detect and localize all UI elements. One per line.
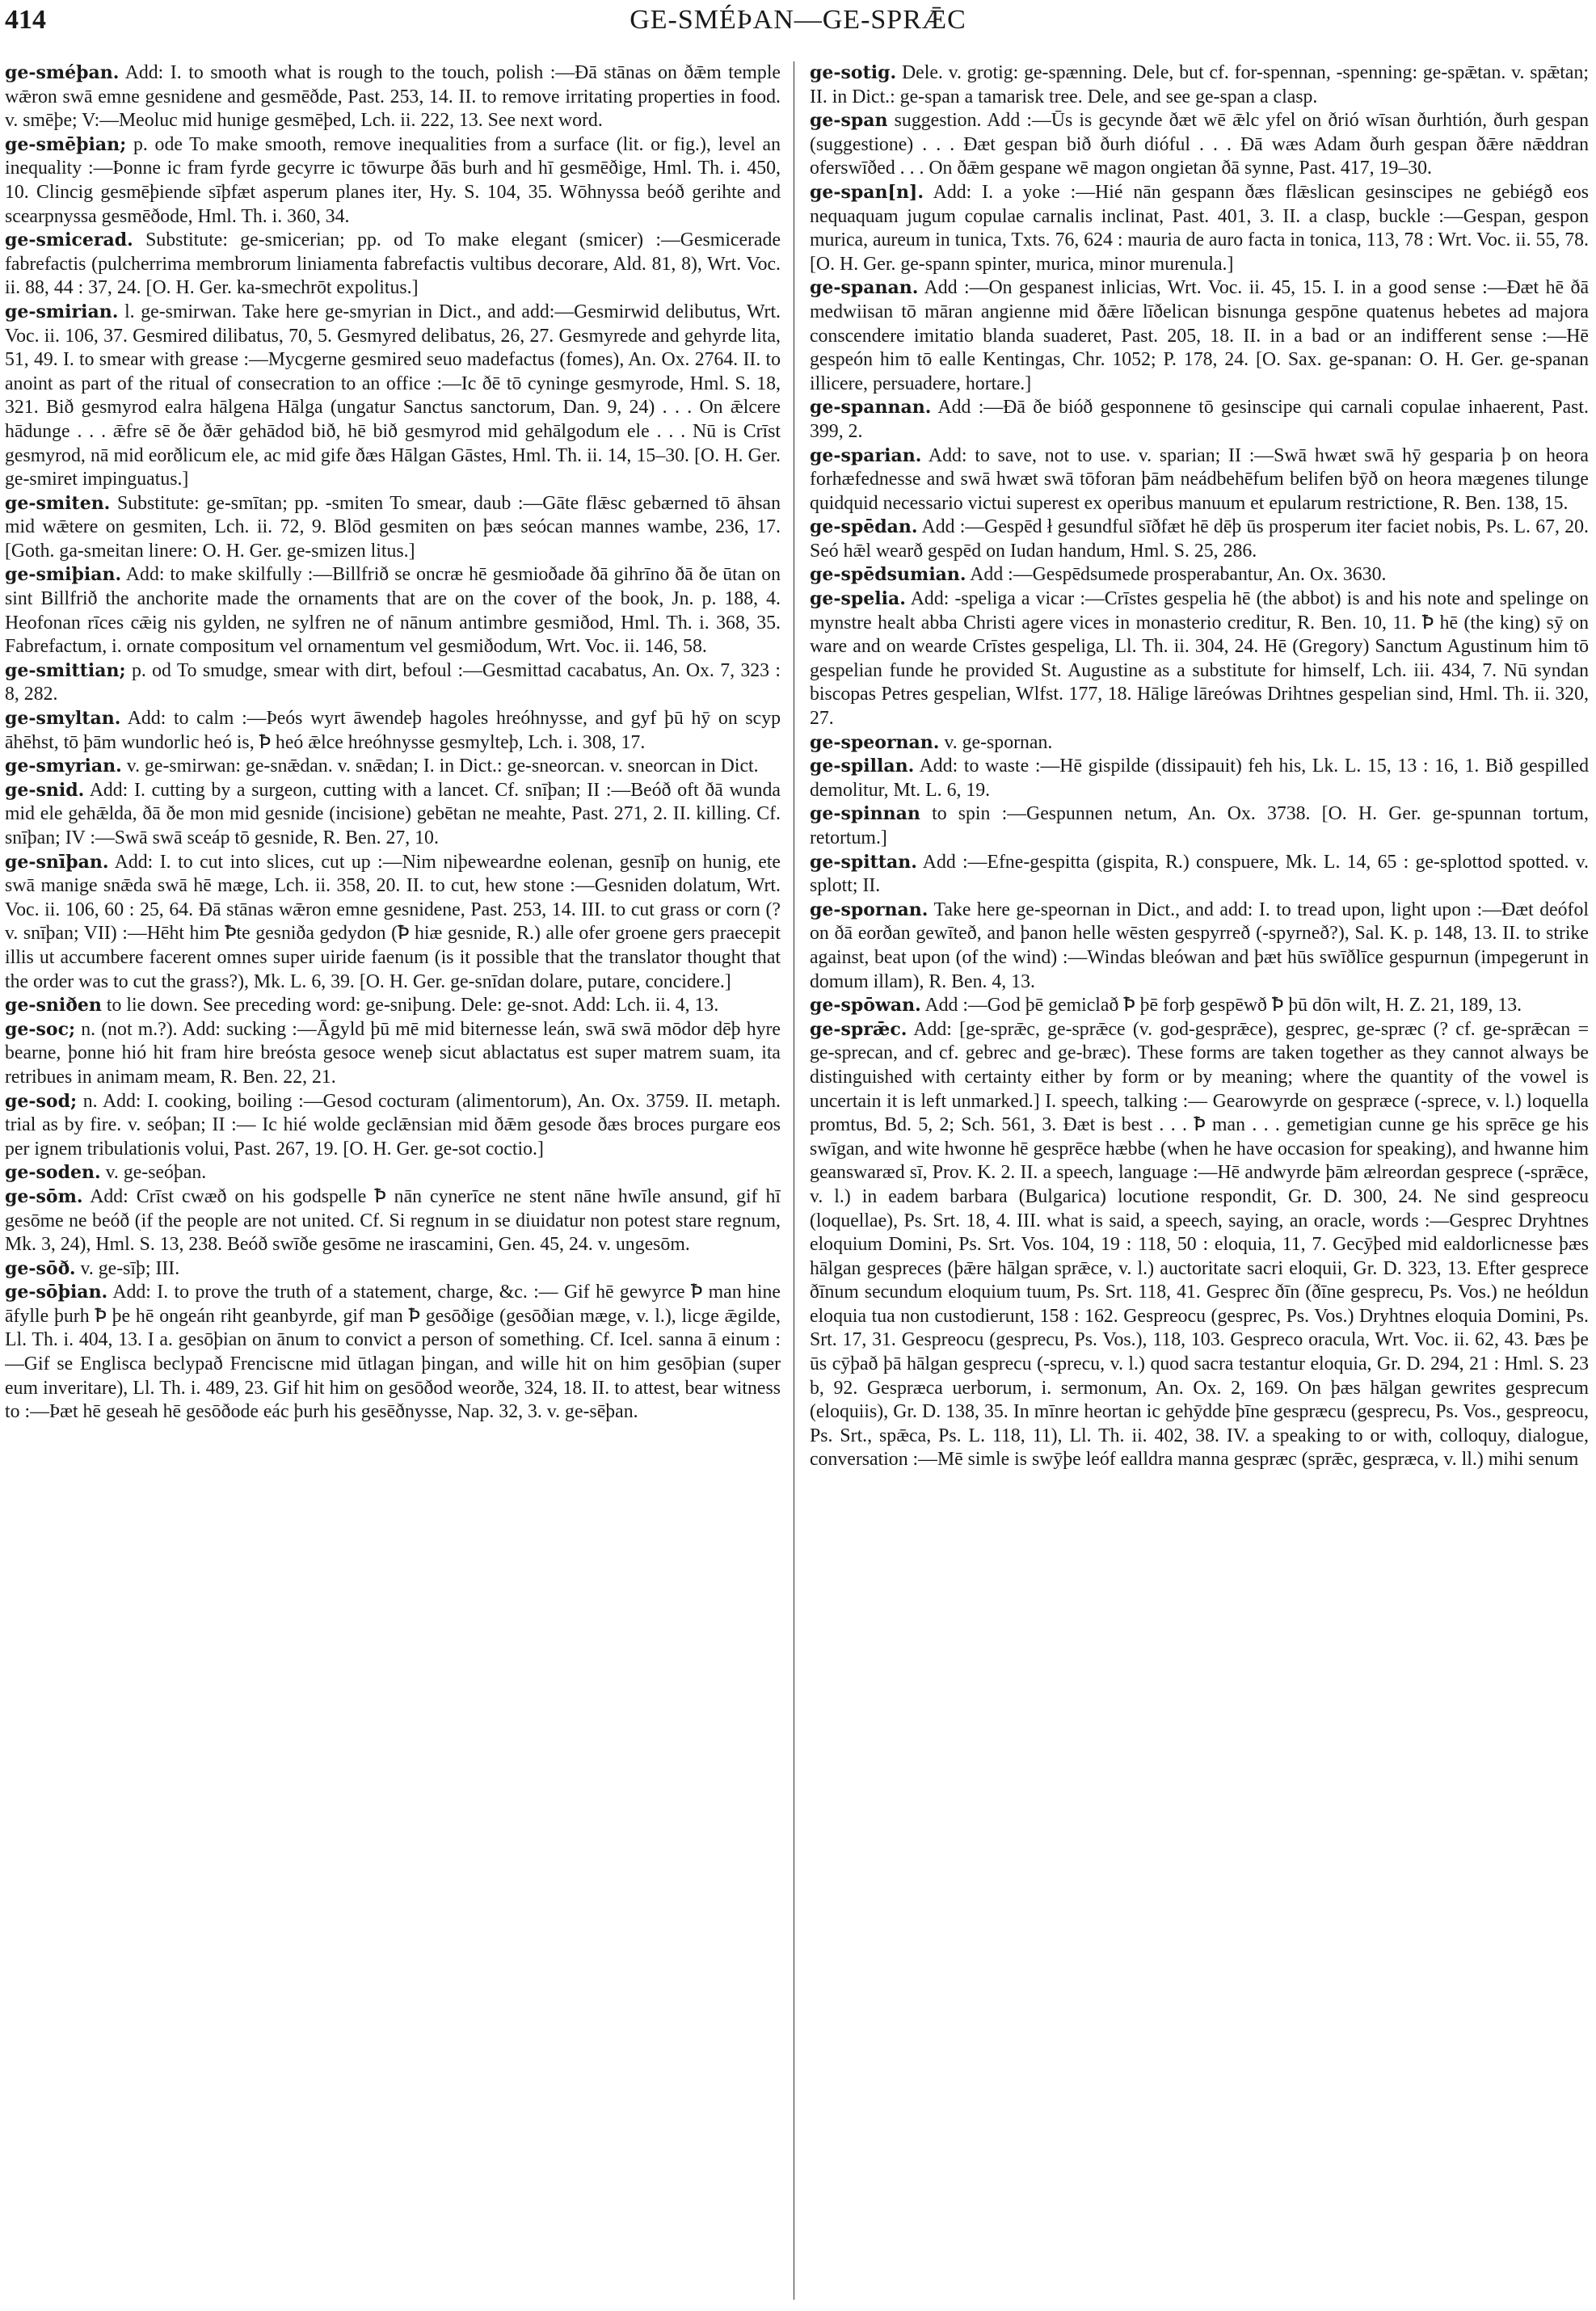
entry-text: Add :—Ðā ðe bióð gesponnene tō gesinscipe qui carnali copulae inhaerent, Past. 399, 2. xyxy=(810,397,1589,442)
dictionary-entry xyxy=(810,276,1589,396)
entry-headword: ge-spannan. xyxy=(810,397,932,419)
entry-text: Add :—On gespanest inlicias, Wrt. Voc. ii. 45, 15. I. in a good sense :—Ðæt hē ðā medwiisan tō māran angienne mid ðǣre līðelican bisnunga gespōne quatenus hebetes ad majora conscendere imitatio blanda suaderet, Past. 205, 18. II. in a bad or an indifferent sense :—Hē gespeón him tō ealle Kentingas, Chr. 1052; P. 178, 24. [O. Sax. ge-spanan: O. H. Ger. ge-spanan illicere, persuadere, hortare.] xyxy=(810,277,1589,394)
entry-text: v. ge-sīþ; III. xyxy=(80,1257,180,1279)
dictionary-entry xyxy=(5,779,781,851)
dictionary-entry xyxy=(810,755,1589,802)
dictionary-entry xyxy=(5,61,781,133)
dictionary-entry xyxy=(5,563,781,659)
entry-text: v. ge-spornan. xyxy=(944,731,1053,753)
entry-headword: ge-smittian; xyxy=(5,659,126,681)
dictionary-entry xyxy=(810,1018,1589,1472)
entry-headword: ge-snīþan. xyxy=(5,851,109,873)
entry-headword: ge-sotig. xyxy=(810,62,897,83)
entry-headword: ge-snid. xyxy=(5,779,85,801)
page-number: 414 xyxy=(5,5,46,35)
entry-text: Add: to waste :—Hē gispilde (dissipauit) feh his, Lk. L. 15, 13 : 16, 1. Bið gespilled demolitur, Mt. L. 6, 19. xyxy=(810,756,1589,801)
dictionary-entry xyxy=(810,587,1589,731)
dictionary-entry xyxy=(5,1090,781,1162)
dictionary-entry xyxy=(5,1185,781,1257)
dictionary-entry xyxy=(5,492,781,564)
entry-text: Add: Crīst cwæð on his godspelle Ꝥ nān cynerīce ne stent nāne hwīle ansund, gif hī gesōme ne beóð (if the people are not united. Cf. Si regnum in se diuidatur non potest stare regnum, Mk. 3, 24), Hml. S. 13, 238. Beóð swīðe gesōme ne irascamini, Gen. 45, 24. v. ungesōm. xyxy=(5,1185,781,1256)
entry-text: Add: to make skilfully :—Billfrið se oncræ hē gesmioðade ðā gihrīno ðā ðe ūtan on sint Billfrið the anchorite made the ornaments that are on the cover of the book, Jn. p. 188, 4. Heofonan rīces cǣig nis gylden, ne sylfren ne of nānum antimbre gesmiðod, Hml. Th. i. 368, 35. Fabrefactum, i. ornate compositum vel ornamentum vel gesmiðodum, Wrt. Voc. ii. 146, 58. xyxy=(5,564,781,658)
dictionary-entry xyxy=(5,301,781,492)
entry-text: Add :—God þē gemiclað Ꝥ þē forþ gespēwð Ꝥ þū dōn wilt, H. Z. 21, 189, 13. xyxy=(924,995,1522,1017)
dictionary-entry xyxy=(5,851,781,995)
entry-headword: ge-span[n]. xyxy=(810,181,924,203)
entry-text: Take here ge-speornan in Dict., and add: I. to tread upon, light upon :—Ðæt deófol on ðā eorðan gewīteð, and þanon helle wēsten gespyrreð (-spyrneð?), Sal. K. p. 148, 13. II. to strike against, beat upon (of the wind) :—Windas bleówan and þæt hūs swīðlīce gespurnun (impegerunt in domum illam), R. Ben. 4, 13. xyxy=(810,899,1589,992)
dictionary-entry xyxy=(810,731,1589,756)
dictionary-entry xyxy=(810,444,1589,516)
entry-text: Add: [ge-sprǣc, ge-sprǣce (v. god-gesprǣce), gesprec, ge-spræc (? cf. ge-sprǣcan = ge-sprecan, and cf. gebrec and ge-bræc). These forms are taken together as they cannot always be distinguished with certainty either by form or by meaning; where the quantity of the vowel is uncertain it is left unmarked.] I. speech, talking :— Gearowyrde on gespræce (-sprece, v. l.) loquella promtus, Bd. 5, 2; Sch. 561, 3. Ðæt is best . . . Ꝥ man . . . gemetigian cunne ge his sprēce ge his swīgan, and wite hwonne hē gesprēce hæbbe (when he have occasion for speaking), and hwanne him geanswaræd sī, Prov. K. 2. II. a speech, language :—Hē andwyrde þām ælreordan gesprece (-sprǣce, v. l.) in eadem barbara (Bulgarica) locutione respondit, Gr. D. 300, 24. Ne sind gespreocu (loquellae), Ps. Srt. 18, 4. III. what is said, a speech, saying, an oracle, words :—Gesprec Dryhtnes eloquium Domini, Ps. Srt. Vos. 104, 19 : 118, 50 : eloquia, 11, 7. Gecȳþed mid ealdorlicnesse þæs hālgan gespreces (þǣre hālgan sprǣce, v. l.) auctoritate sacri eloquii, Gr. D. 323, 13. Efter gesprece ðīnum secundum eloquium tuum, Ps. Srt. 118, 41. Gesprec ðīn (ðīne gesprecu, Ps. Vos.) ne heóldun eloquia tua non custodierunt, 158 : 162. Gespreocu (gesprec, Ps. Vos.) Dryhtnes eloquia Domini, Ps. Srt. 17, 31. Gespreocu (gesprecu, Ps. Vos.), 118, 103. Gespreco oracula, Wrt. Voc. ii. 62, 43. Þæs þe ūs cȳþað þā hālgan gesprecu (-sprecu, v. l.) quod sacra testantur eloquia, Gr. D. 294, 21 : Hml. S. 23 b, 92. Gespræca uerborum, i. sermonum, An. Ox. 2, 169. On þæs hālgan gewrites gesprecum (eloquiis), Gr. D. 138, 35. In mīnre heortan ic gehȳdde þīne gespræcu (gesprecu, Ps. Vos., gespreocu, Ps. Srt., spǣca, Ps. L. 118, 11), Ll. Th. ii. 402, 38. IV. a speaking to or with, colloquy, dialogue, conversation :—Mē simle is swȳþe leóf ealldra manna gespræc (sprǣc, gespræca, v. ll.) mihi senum xyxy=(810,1018,1589,1471)
entry-headword: ge-soc; xyxy=(5,1018,76,1040)
entry-text: n. Add: I. cooking, boiling :—Gesod cocturam (alimentorum), An. Ox. 3759. II. metaph. trial as by fire. v. seóþan; II :— Ic hié wolde geclǣnsian mid ðǣm gesode ðæs broces purgare eos per ignem tribulationis volui, Past. 267, 19. [O. H. Ger. ge-sot coctio.] xyxy=(5,1090,781,1160)
entry-headword: ge-spēdsumian. xyxy=(810,564,966,586)
entry-text: l. ge-smirwan. Take here ge-smyrian in Dict., and add:—Gesmirwid delibutus, Wrt. Voc. ii. 106, 37. Gesmired dilibatus, 70, 5. Gesmyred delibatus, 26, 27. Gesmyrede and gehyrde lita, 51, 49. I. to smear with grease :—Mycgerne gesmired seuo madefactus (fomes), An. Ox. 2764. II. to anoint as part of the ritual of consecration to an office :—Ic ðē tō cyninge gesmyrode, Hml. S. 18, 321. Bið gesmyrod ealra hālgena Hālga (ungatur Sanctus sanctorum, Dan. 9, 24) . . . On ǣlcere hādunge . . . ǣfre sē ðe ðǣr gehādod bið, hē bið gesmyrod mid gehālgodum ele . . . Nū is Crīst gesmyrod, nā mid eorðlicum ele, ac mid gife ðæs Hālgan Gāstes, Hml. Th. ii. 14, 15–30. [O. H. Ger. ge-smiret impinguatus.] xyxy=(5,301,781,490)
entry-text: Add: I. cutting by a surgeon, cutting with a lancet. Cf. snīþan; II :—Beóð oft ðā wunda mid ele gehǣlda, ðā ðe mon mid gesnide (incisione) gebētan ne meahte, Past. 271, 2. II. killing. Cf. snīþan; IV :—Swā swā sceáp tō gesnide, R. Ben. 27, 10. xyxy=(5,779,781,848)
entry-headword: ge-sōð. xyxy=(5,1257,76,1279)
entry-headword: ge-smicerad. xyxy=(5,229,133,251)
entry-text: Add: -speliga a vicar :—Crīstes gespelia hē (the abbot) is and his note and spelinge on mynstre healt abba Christi agere vices in monasterio creditur, R. Ben. 10, 11. Ꝥ hē (the king) sȳ on ware and on wearde Crīstes gespeliga, Ll. Th. ii. 304, 24. Hē (Gregory) Sanctum Agustinum him tō gespelian funde he provided St. Augustine as a substitute for himself, Lch. iii. 434, 7. Nū syndan biscopas Petres gespelian, Wlfst. 177, 18. Hālige lāreówas Drihtnes gespelian sind, Hml. Th. ii. 320, 27. xyxy=(810,588,1589,730)
entry-headword: ge-smēþian; xyxy=(5,133,127,155)
entry-headword: ge-spinnan xyxy=(810,803,920,825)
entry-text: Add: to save, not to use. v. sparian; II :—Swā hwæt swā hȳ gesparia þ on heora forhæfednesse and swā hwæt swā tōforan þām neádbehēfum belifen bȳð on heora mægenes tilunge quidquid necessario victui superest ex operibus manuum et epularum restrictione, R. Ben. 138, 15. xyxy=(810,444,1589,514)
dictionary-entry xyxy=(5,1161,781,1185)
entry-headword: ge-spēdan. xyxy=(810,516,918,538)
entry-headword: ge-smiten. xyxy=(5,492,111,514)
entry-text: v. ge-smirwan: ge-snǣdan. v. snǣdan; I. in Dict.: ge-sneorcan. v. sneorcan in Dict. xyxy=(126,756,759,777)
dictionary-entry xyxy=(5,229,781,301)
entry-headword: ge-spornan. xyxy=(810,899,929,920)
entry-headword: ge-sméþan. xyxy=(5,62,120,83)
entry-headword: ge-smyrian. xyxy=(5,756,122,777)
entry-text: n. (not m.?). Add: sucking :—Āgyld þū mē mid biternesse leán, swā swā mōdor dēþ hyre bearne, þonne hió hit fram hire breósta gesoce weneþ sicut ablactatus est super matrem suam, ita retribues in animam meam, R. Ben. 22, 21. xyxy=(5,1018,781,1088)
entry-text: to spin :—Gespunnen netum, An. Ox. 3738. [O. H. Ger. ge-spunnan tortum, retortum.] xyxy=(810,803,1589,848)
dictionary-entry xyxy=(810,563,1589,587)
entry-text: Add :—Efne-gespitta (gispita, R.) conspuere, Mk. L. 14, 65 : ge-splottod spotted. v. splott; II. xyxy=(810,851,1589,897)
entry-text: Add :—Gespēdsumede prosperabantur, An. Ox. 3630. xyxy=(970,564,1387,586)
entry-text: Add: I. to cut into slices, cut up :—Nim niþeweardne eolenan, gesnīþ on hunig, ete swā manige snǣda swā hē mæge, Lch. ii. 358, 20. II. to cut, hew stone :—Gesniden dolatum, Wrt. Voc. ii. 106, 60 : 25, 64. Ðā stānas wǣron emne gesnidene, Past. 253, 14. III. to cut grass or corn (? v. snīþan; VII) :—Hēht him Ꝥte gesniða gedydon (Ꝥ hiæ gesnide, R.) alle ofer groene gers praecepit illis ut accumbere facerent omnes super uiride faenum (is it possible that the translator thought that the order was to cut the grass?), Mk. L. 6, 39. [O. H. Ger. ge-snīdan dolare, putare, concidere.] xyxy=(5,851,781,992)
right-column xyxy=(810,61,1589,2300)
dictionary-entry xyxy=(810,899,1589,994)
entry-text: Add :—Gespēd ł gesundful sīðfæt hē dēþ ūs prosperum iter faciet nobis, Ps. L. 67, 20. Seó hǣl wearð gespēd on Iudan handum, Hml. S. 25, 286. xyxy=(810,516,1589,562)
entry-text: p. od To smudge, smear with dirt, befoul :—Gesmittad cacabatus, An. Ox. 7, 323 : 8, 282. xyxy=(5,659,781,705)
entry-headword: ge-sod; xyxy=(5,1090,78,1112)
entry-headword: ge-spōwan. xyxy=(810,995,921,1017)
dictionary-entry xyxy=(5,1257,781,1282)
entry-text: Add: I. to smooth what is rough to the touch, polish :—Ðā stānas on ðǣm temple wǣron swā emne gesnidene and gesmēðde, Past. 253, 14. II. to remove irritating properties in food. v. smēþe; V:—Meoluc mid hunige gesmēþed, Lch. ii. 222, 13. See next word. xyxy=(5,62,781,132)
entry-text: p. ode To make smooth, remove inequalities from a surface (lit. or fig.), level an inequality :—Þonne ic fram fyrde gecyrre ic tōwurpe ðās burh and hī gesmēðige, Hml. Th. i. 450, 10. Clincig gesmēþiende sīþfæt asperum planes iter, Hy. S. 104, 35. Wōhnyssa beóð gerihte and scearpnyssa gesmēðode, Hml. Th. i. 360, 34. xyxy=(5,133,781,227)
entry-headword: ge-smirian. xyxy=(5,301,119,322)
entry-text: Dele. v. grotig: ge-spænning. Dele, but cf. for-spennan, -spenning: ge-spǣtan. v. spǣtan; II. in Dict.: ge-span a tamarisk tree. Dele, and see ge-span a clasp. xyxy=(810,62,1589,107)
dictionary-entry xyxy=(810,109,1589,181)
entry-text: Substitute: ge-smītan; pp. -smiten To smear, daub :—Gāte flǣsc gebærned tō āhsan mid wǣtere on gesmiten, Lch. ii. 72, 9. Blōd gesmiten on þæs seócan mannes wambe, 236, 17. [Goth. ga-smeitan linere: O. H. Ger. ge-smizen litus.] xyxy=(5,492,781,562)
dictionary-entry xyxy=(5,1281,781,1425)
entry-text: suggestion. Add :—Ūs is gecynde ðæt wē ǣlc yfel on ðrió wīsan ðurhtión, ðurh gespan (suggestione) . . . Ðæt gespan bið ðurh dióful . . . Ðā wæs Adam ðurh gespan ðǣre nǣddran oferswīðed . . . On ðǣm gespane wē magon ongietan ðā synne, Past. 417, 19–30. xyxy=(810,110,1589,179)
entry-headword: ge-smyltan. xyxy=(5,708,121,730)
entry-headword: ge-sprǣc. xyxy=(810,1018,907,1040)
dictionary-entry xyxy=(5,994,781,1018)
entry-headword: ge-speornan. xyxy=(810,731,940,753)
running-head: GE-SMÉÞAN—GE-SPRǢC xyxy=(630,5,966,35)
entry-headword: ge-spelia. xyxy=(810,588,906,610)
dictionary-entry xyxy=(5,755,781,779)
entry-headword: ge-spittan. xyxy=(810,851,917,873)
left-column xyxy=(5,61,781,2300)
entry-text: Add: to calm :—Þeós wyrt āwendeþ hagoles hreóhnysse, and gyf þū hȳ on scyp āhēhst, tō þām wundorlic heó is, Ꝥ heó ǣlce hreóhnysse gesmylteþ, Lch. i. 308, 17. xyxy=(5,708,781,753)
entry-text: v. ge-seóþan. xyxy=(105,1162,207,1184)
dictionary-entry xyxy=(810,516,1589,563)
entry-headword: ge-spillan. xyxy=(810,756,915,777)
dictionary-entry xyxy=(810,802,1589,850)
page-header xyxy=(0,0,1596,45)
dictionary-entry xyxy=(5,707,781,755)
entry-headword: ge-span xyxy=(810,110,888,132)
dictionary-entry xyxy=(810,851,1589,899)
entry-text: Substitute: ge-smicerian; pp. od To make elegant (smicer) :—Gesmicerade fabrefactis (pulcherrima membrorum liniamenta fabrefactis vultibus decorare, Ald. 81, 8), Wrt. Voc. ii. 88, 44 : 37, 24. [O. H. Ger. ka-smechrōt expolitus.] xyxy=(5,229,781,299)
entry-headword: ge-soden. xyxy=(5,1162,101,1184)
entry-headword: ge-sōþian. xyxy=(5,1282,108,1303)
entry-headword: ge-smiþian. xyxy=(5,564,122,586)
entry-text: Add: I. to prove the truth of a statement, charge, &c. :— Gif hē gewyrce Ꝥ man hine āfylle þurh Ꝥ þe hē ongeán riht geanbyrde, gif man Ꝥ gesōðige (gesōðian mæge, v. l.), licge ǣgilde, Ll. Th. i. 404, 13. I a. gesōþian on ānum to convict a person of something. Cf. Icel. sanna ā einum :—Gif se Englisca beclypað Frenciscne mid ūtlagan þingan, and wille hit on him gesōþian (super eum inveritare), Ll. Th. i. 489, 23. Gif hit him on gesōðod weorðe, 324, 18. II. to attest, bear witness to :—Þæt hē geseah hē gesōðode eác þurh his gesēðnysse, Nap. 32, 3. v. ge-sēþan. xyxy=(5,1282,781,1423)
dictionary-entry xyxy=(810,61,1589,109)
entry-headword: ge-sōm. xyxy=(5,1185,83,1207)
dictionary-entry xyxy=(810,396,1589,444)
entry-headword: ge-sparian. xyxy=(810,444,922,466)
dictionary-entry xyxy=(5,1018,781,1090)
entry-headword: ge-spanan. xyxy=(810,277,919,299)
entry-headword: ge-sniðen xyxy=(5,995,102,1017)
dictionary-entry xyxy=(810,994,1589,1018)
dictionary-entry xyxy=(5,659,781,707)
dictionary-entry xyxy=(810,181,1589,276)
dictionary-entry xyxy=(5,133,781,229)
entry-text: to lie down. See preceding word: ge-sniþung. Dele: ge-snot. Add: Lch. ii. 4, 13. xyxy=(106,995,719,1017)
entry-text: Add: I. a yoke :—Hié nān gespann ðæs flǣslican gesinscipes ne gebiégð eos nequaquam jugum copulae carnalis inclinat, Past. 401, 3. II. a clasp, buckle :—Gespan, gespon murica, aureum in tunica, Txts. 76, 624 : mauria de auro facta in tonica, 113, 78 : Wrt. Voc. ii. 55, 78. [O. H. Ger. ge-spann spinter, murica, minor murenula.] xyxy=(810,181,1589,275)
